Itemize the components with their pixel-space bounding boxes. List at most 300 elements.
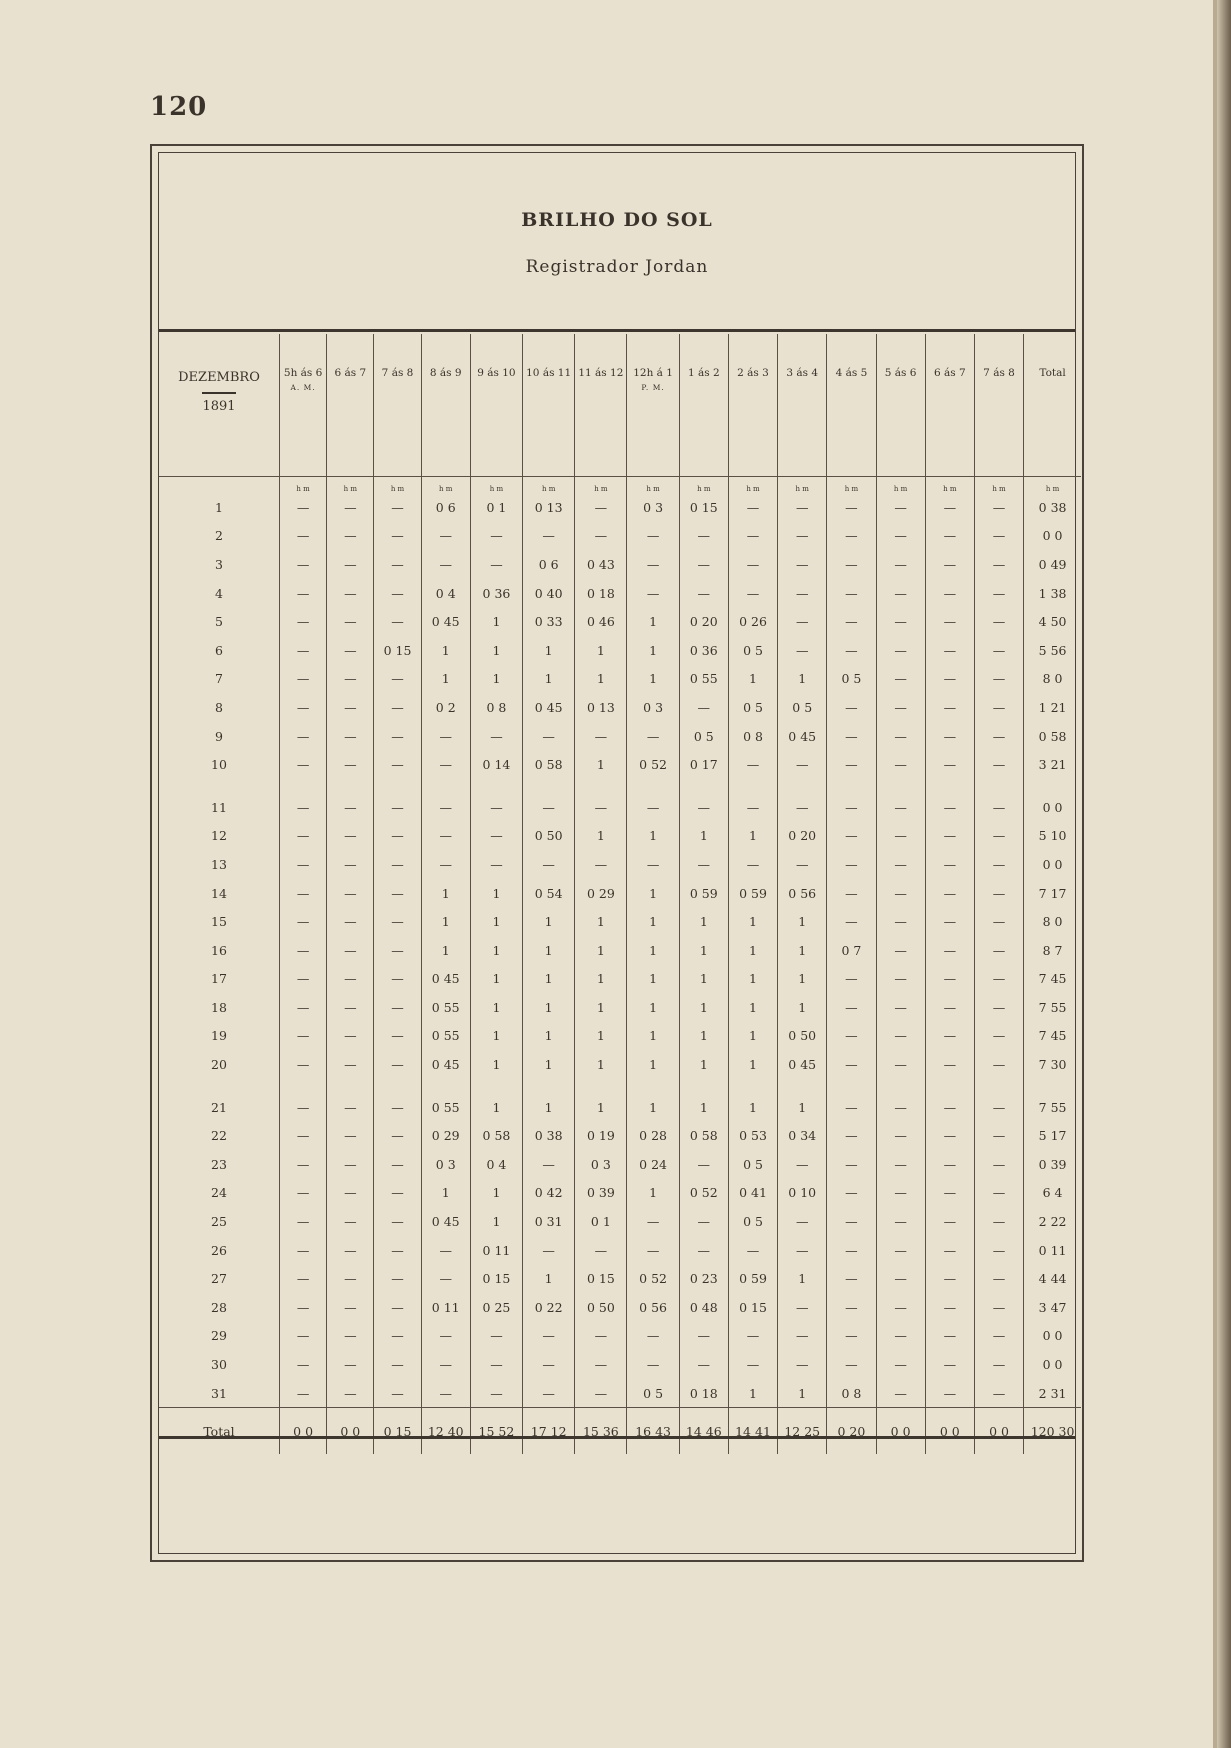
hour-cell: — [778, 1207, 827, 1236]
hour-cell: 1 [728, 936, 777, 965]
hour-cell: — [827, 1264, 876, 1293]
hour-cell: 1 [523, 993, 575, 1022]
hour-cell: 0 41 [728, 1179, 777, 1208]
table-row [159, 750, 1081, 779]
hour-cell: 1 [728, 1093, 777, 1122]
hour-cell: — [728, 1350, 777, 1379]
hour-cell: 1 [421, 936, 470, 965]
table-row [159, 879, 1081, 908]
hour-cell: — [523, 793, 575, 822]
hour-cell: — [374, 693, 421, 722]
table-row [159, 722, 1081, 751]
hour-cell: 1 [679, 993, 728, 1022]
hour-cell: — [374, 1236, 421, 1265]
gap-cell [627, 779, 679, 793]
hour-cell: — [327, 1322, 374, 1351]
hour-cell: — [827, 965, 876, 994]
hour-cell: — [679, 1207, 728, 1236]
hour-cell: — [876, 793, 925, 822]
hour-cell: — [374, 1022, 421, 1051]
hour-cell: — [374, 1207, 421, 1236]
hour-cell: — [280, 1179, 327, 1208]
table-row [159, 1022, 1081, 1051]
column-total-cell: 0 0 [876, 1408, 925, 1455]
hour-cell: 1 [575, 750, 627, 779]
hour-cell: 0 29 [575, 879, 627, 908]
unit-label: h m [575, 477, 627, 494]
hour-cell: — [974, 879, 1023, 908]
hour-cell: 1 [421, 907, 470, 936]
hour-cell: 1 [778, 665, 827, 694]
hour-cell: 0 5 [728, 636, 777, 665]
hour-cell: — [627, 522, 679, 551]
hour-cell: — [827, 1179, 876, 1208]
column-header [523, 334, 575, 477]
hour-cell: 0 5 [728, 1207, 777, 1236]
hour-cell: — [925, 936, 974, 965]
hour-cell: 0 7 [827, 936, 876, 965]
hour-cell: — [974, 1093, 1023, 1122]
hour-cell: 1 [470, 636, 522, 665]
column-total-cell: 12 40 [421, 1408, 470, 1455]
hour-cell: 1 [523, 1050, 575, 1079]
hour-cell: — [523, 1322, 575, 1351]
hour-cell: — [827, 550, 876, 579]
hour-cell: — [925, 907, 974, 936]
hour-cell: 0 55 [421, 1022, 470, 1051]
hour-cell: — [876, 1050, 925, 1079]
hour-cell: 0 42 [523, 1179, 575, 1208]
hour-cell: — [778, 550, 827, 579]
hour-cell: — [827, 579, 876, 608]
hour-cell: 0 13 [523, 493, 575, 522]
hour-cell: — [876, 550, 925, 579]
hour-cell: 1 [523, 636, 575, 665]
hour-cell: — [728, 493, 777, 522]
hour-cell: 1 [523, 665, 575, 694]
hour-cell: — [925, 1322, 974, 1351]
hour-cell: — [523, 850, 575, 879]
hour-cell: — [876, 1121, 925, 1150]
column-total-cell: 14 41 [728, 1408, 777, 1455]
hour-cell: — [280, 1093, 327, 1122]
hour-cell: — [974, 850, 1023, 879]
hour-cell: — [421, 550, 470, 579]
unit-label: h m [876, 477, 925, 494]
hour-cell: — [280, 579, 327, 608]
hour-cell: 0 20 [679, 607, 728, 636]
hour-cell: — [876, 693, 925, 722]
hour-cell: 0 39 [575, 1179, 627, 1208]
hour-cell: — [827, 1150, 876, 1179]
hour-cell: — [925, 1022, 974, 1051]
hour-cell: 1 [679, 822, 728, 851]
hour-cell: — [374, 493, 421, 522]
day-cell: 27 [211, 1271, 227, 1287]
hour-cell: — [374, 607, 421, 636]
hour-cell: — [925, 522, 974, 551]
hour-cell: 1 [470, 1050, 522, 1079]
hour-cell: 0 50 [575, 1293, 627, 1322]
hour-cell: — [778, 793, 827, 822]
hour-cell: — [925, 993, 974, 1022]
hour-cell: 1 [778, 1379, 827, 1408]
hour-cell: 0 23 [679, 1264, 728, 1293]
hour-cell: 1 [728, 1022, 777, 1051]
hour-cell: 0 8 [827, 1379, 876, 1408]
hour-cell: — [925, 1121, 974, 1150]
hour-cell: — [280, 993, 327, 1022]
column-header [374, 334, 421, 477]
hour-cell: 1 [778, 993, 827, 1022]
hour-cell: — [827, 1293, 876, 1322]
hour-cell: 0 15 [679, 493, 728, 522]
table-row [159, 1150, 1081, 1179]
hour-cell: — [974, 822, 1023, 851]
hour-cell: 1 [728, 1379, 777, 1408]
hour-cell: 0 58 [679, 1121, 728, 1150]
day-cell: 30 [211, 1357, 227, 1373]
row-total-cell: 0 38 [1024, 493, 1081, 522]
column-header-label: 2 ás 3 [737, 367, 769, 379]
hour-cell: — [876, 1150, 925, 1179]
hour-cell: — [280, 607, 327, 636]
hour-cell: — [280, 1207, 327, 1236]
hour-cell: — [974, 965, 1023, 994]
unit-label: h m [925, 477, 974, 494]
units-row [159, 477, 1081, 494]
hour-cell: 0 22 [523, 1293, 575, 1322]
row-total-cell: 7 55 [1024, 1093, 1081, 1122]
day-cell: 29 [211, 1328, 227, 1344]
hour-cell: — [827, 1093, 876, 1122]
row-total-cell: 8 0 [1024, 907, 1081, 936]
gap-cell [327, 779, 374, 793]
hour-cell: — [827, 907, 876, 936]
gap-cell [876, 1079, 925, 1093]
hour-cell: — [374, 1150, 421, 1179]
hour-cell: — [827, 793, 876, 822]
hour-cell: 0 3 [627, 693, 679, 722]
hour-cell: — [327, 1121, 374, 1150]
column-header-label: 5h ás 6 [283, 367, 323, 379]
day-cell: 21 [211, 1099, 227, 1115]
hour-cell: — [575, 522, 627, 551]
column-header-label: 12h á 1 [633, 367, 673, 379]
gap-cell [575, 1079, 627, 1093]
column-header-label: 7 ás 8 [381, 367, 414, 379]
hour-cell: — [876, 1322, 925, 1351]
hour-cell: — [470, 722, 522, 751]
column-header-label: Total [1039, 367, 1066, 379]
hour-cell: 1 [627, 1022, 679, 1051]
gap-cell [159, 779, 280, 793]
day-cell: 17 [211, 971, 227, 987]
hour-cell: — [974, 907, 1023, 936]
hour-cell: 0 15 [575, 1264, 627, 1293]
hour-cell: — [327, 522, 374, 551]
hour-cell: — [470, 850, 522, 879]
table-row [159, 1207, 1081, 1236]
hour-cell: 0 54 [523, 879, 575, 908]
hour-cell: 1 [575, 1093, 627, 1122]
hour-cell: — [374, 936, 421, 965]
hour-cell: — [876, 1350, 925, 1379]
hour-cell: 1 [627, 636, 679, 665]
table-row [159, 1293, 1081, 1322]
hour-cell: — [627, 1322, 679, 1351]
table-row [159, 607, 1081, 636]
hour-cell: — [327, 1179, 374, 1208]
hour-cell: — [974, 1207, 1023, 1236]
hour-cell: — [280, 907, 327, 936]
hour-cell: — [421, 750, 470, 779]
hour-cell: — [627, 579, 679, 608]
column-header-label: 6 ás 7 [334, 367, 367, 379]
row-total-cell: 5 17 [1024, 1121, 1081, 1150]
column-header [974, 334, 1023, 477]
hour-cell: — [778, 750, 827, 779]
hour-cell: 1 [523, 1093, 575, 1122]
hour-cell: — [374, 665, 421, 694]
hour-cell: — [374, 1293, 421, 1322]
table-title: BRILHO DO SOL [521, 209, 713, 231]
table-row [159, 493, 1081, 522]
hour-cell: 0 45 [421, 607, 470, 636]
hour-cell: — [728, 750, 777, 779]
hour-cell: — [327, 793, 374, 822]
column-header-label: 6 ás 7 [933, 367, 966, 379]
hour-cell: — [374, 1379, 421, 1408]
hour-cell: — [280, 665, 327, 694]
hour-cell: — [728, 522, 777, 551]
row-total-cell: 1 38 [1024, 579, 1081, 608]
unit-label: h m [778, 477, 827, 494]
hour-cell: — [280, 522, 327, 551]
hour-cell: — [728, 1236, 777, 1265]
day-cell: 4 [215, 585, 223, 601]
row-total-cell: 0 11 [1024, 1236, 1081, 1265]
gap-cell [159, 1079, 280, 1093]
day-cell: 8 [215, 699, 223, 715]
hour-cell: — [827, 1207, 876, 1236]
hour-cell: 1 [728, 965, 777, 994]
day-cell: 16 [211, 942, 227, 958]
hour-cell: — [280, 936, 327, 965]
hour-cell: 1 [523, 965, 575, 994]
day-cell: 11 [211, 799, 227, 815]
table-row [159, 850, 1081, 879]
month-label: DEZEMBRO [178, 370, 260, 385]
hour-cell: 0 3 [627, 493, 679, 522]
hour-cell: — [470, 793, 522, 822]
day-cell: 26 [211, 1242, 227, 1258]
hour-cell: — [925, 1379, 974, 1408]
hour-cell: — [280, 1264, 327, 1293]
table-row [159, 1179, 1081, 1208]
gap-cell [876, 779, 925, 793]
hour-cell: — [374, 850, 421, 879]
hour-cell: 0 3 [421, 1150, 470, 1179]
gap-cell [280, 779, 327, 793]
hour-cell: — [327, 607, 374, 636]
hour-cell: — [925, 1093, 974, 1122]
hour-cell: 1 [679, 1093, 728, 1122]
hour-cell: 0 50 [523, 822, 575, 851]
row-total-cell: 0 0 [1024, 1350, 1081, 1379]
hour-cell: 1 [627, 1050, 679, 1079]
hour-cell: 0 3 [575, 1150, 627, 1179]
year-label: 1891 [202, 392, 235, 417]
unit-label: h m [523, 477, 575, 494]
hour-cell: — [327, 636, 374, 665]
hour-cell: 1 [470, 993, 522, 1022]
hour-cell: — [778, 1293, 827, 1322]
hour-cell: — [627, 850, 679, 879]
column-header-label: 4 ás 5 [835, 367, 868, 379]
hour-cell: — [728, 550, 777, 579]
hour-cell: 1 [575, 665, 627, 694]
hour-cell: 0 5 [728, 693, 777, 722]
column-total-cell: 16 43 [627, 1408, 679, 1455]
day-cell: 7 [215, 671, 223, 687]
hour-cell: — [974, 1121, 1023, 1150]
hour-cell: — [876, 1236, 925, 1265]
hour-cell: — [280, 693, 327, 722]
hour-cell: 0 59 [728, 879, 777, 908]
table-row [159, 636, 1081, 665]
day-cell: 1 [215, 499, 223, 515]
hour-cell: — [327, 579, 374, 608]
hour-cell: — [575, 1236, 627, 1265]
hour-cell: — [374, 1179, 421, 1208]
column-total-cell: 17 12 [523, 1408, 575, 1455]
row-total-cell: 7 45 [1024, 965, 1081, 994]
gap-cell [523, 779, 575, 793]
hour-cell: — [925, 1207, 974, 1236]
hour-cell: 1 [470, 1179, 522, 1208]
column-header [778, 334, 827, 477]
hour-cell: 1 [470, 907, 522, 936]
hour-cell: — [876, 665, 925, 694]
hour-cell: 0 5 [627, 1379, 679, 1408]
hour-cell: — [327, 1150, 374, 1179]
row-total-cell: 7 45 [1024, 1022, 1081, 1051]
column-total-cell: 0 0 [327, 1408, 374, 1455]
hour-cell: 1 [627, 1179, 679, 1208]
hour-cell: — [627, 550, 679, 579]
hour-cell: 1 [575, 822, 627, 851]
table-row [159, 907, 1081, 936]
hour-cell: — [280, 1121, 327, 1150]
hour-cell: 0 28 [627, 1121, 679, 1150]
hour-cell: 1 [627, 1093, 679, 1122]
hour-cell: — [523, 522, 575, 551]
hour-cell: — [827, 1350, 876, 1379]
hour-cell: — [827, 993, 876, 1022]
hour-cell: — [280, 722, 327, 751]
hour-cell: — [876, 965, 925, 994]
gap-cell [421, 1079, 470, 1093]
hour-cell: — [876, 607, 925, 636]
gap-cell [679, 1079, 728, 1093]
hour-cell: 0 14 [470, 750, 522, 779]
hour-cell: 0 33 [523, 607, 575, 636]
hour-cell: — [280, 850, 327, 879]
hour-cell: — [470, 1379, 522, 1408]
hour-cell: — [974, 993, 1023, 1022]
hour-cell: 0 4 [470, 1150, 522, 1179]
hour-cell: — [374, 993, 421, 1022]
column-header-label: 3 ás 4 [786, 367, 819, 379]
column-header [1024, 334, 1081, 477]
hour-cell: 1 [575, 965, 627, 994]
hour-cell: 0 11 [421, 1293, 470, 1322]
hour-cell: — [327, 1050, 374, 1079]
gap-cell [827, 1079, 876, 1093]
hour-cell: 1 [421, 1179, 470, 1208]
hour-cell: — [327, 1264, 374, 1293]
hour-cell: 1 [679, 965, 728, 994]
hour-cell: — [374, 1050, 421, 1079]
totals-label: Total [159, 1408, 280, 1455]
hour-cell: — [280, 1293, 327, 1322]
hour-cell: — [575, 493, 627, 522]
hour-cell: 1 [728, 907, 777, 936]
hour-cell: 0 58 [523, 750, 575, 779]
hour-cell: — [327, 965, 374, 994]
gap-cell [523, 1079, 575, 1093]
hour-cell: 0 8 [470, 693, 522, 722]
hour-cell: 1 [679, 1050, 728, 1079]
hour-cell: — [470, 822, 522, 851]
hour-cell: 1 [728, 993, 777, 1022]
hour-cell: — [280, 1022, 327, 1051]
hour-cell: — [974, 636, 1023, 665]
gap-cell [728, 1079, 777, 1093]
unit-label: h m [1024, 477, 1081, 494]
unit-label: h m [728, 477, 777, 494]
hour-cell: 1 [679, 907, 728, 936]
row-total-cell: 0 0 [1024, 850, 1081, 879]
gap-cell [728, 779, 777, 793]
hour-cell: — [327, 750, 374, 779]
hour-cell: — [728, 850, 777, 879]
hour-cell: — [925, 693, 974, 722]
hour-cell: 1 [627, 822, 679, 851]
day-cell: 31 [211, 1385, 227, 1401]
hour-cell: — [974, 493, 1023, 522]
day-cell: 20 [211, 1057, 227, 1073]
hour-cell: 0 15 [470, 1264, 522, 1293]
hour-cell: — [327, 693, 374, 722]
row-total-cell: 3 21 [1024, 750, 1081, 779]
row-total-cell: 2 31 [1024, 1379, 1081, 1408]
hour-cell: — [374, 1350, 421, 1379]
hour-cell: — [280, 1050, 327, 1079]
hour-cell: — [876, 1264, 925, 1293]
hour-cell: — [523, 1350, 575, 1379]
row-total-cell: 0 0 [1024, 522, 1081, 551]
hour-cell: 1 [470, 965, 522, 994]
decade-gap [159, 1079, 1081, 1093]
hour-cell: — [925, 550, 974, 579]
gap-cell [974, 779, 1023, 793]
hour-cell: — [876, 822, 925, 851]
row-total-cell: 4 50 [1024, 607, 1081, 636]
hour-cell: 0 52 [627, 1264, 679, 1293]
gap-cell [925, 779, 974, 793]
